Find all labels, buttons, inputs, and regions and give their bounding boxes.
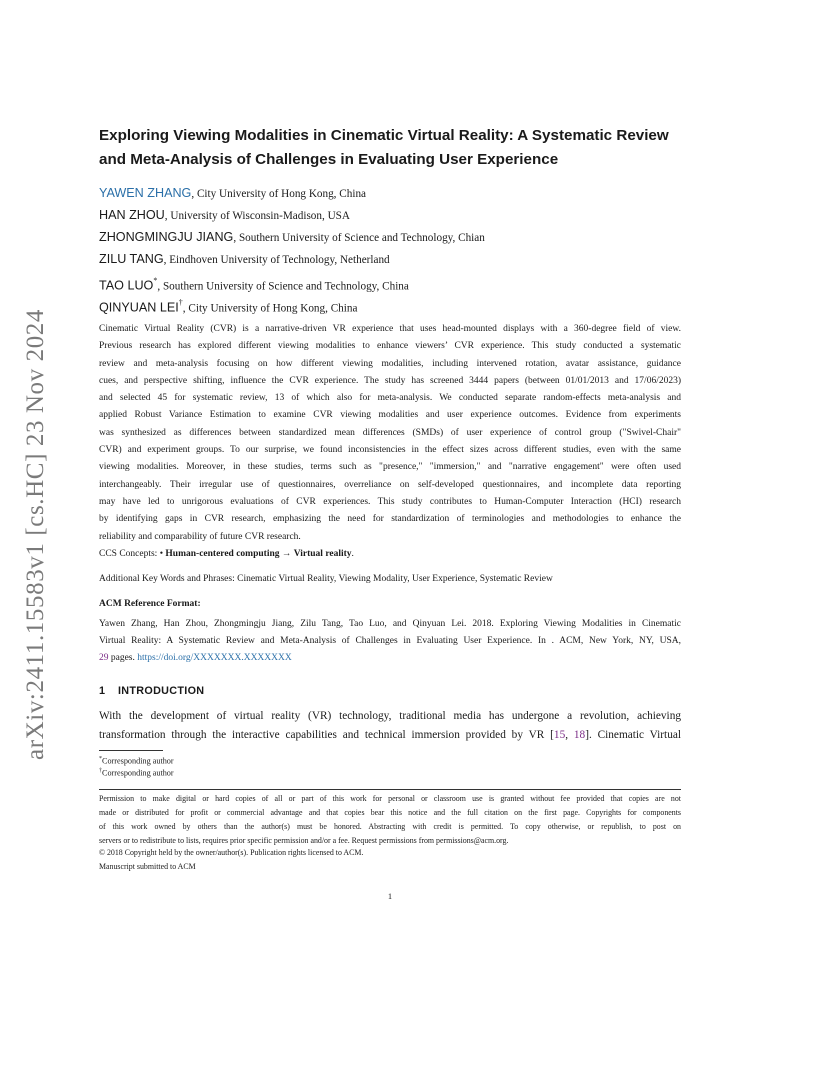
abstract-line: applied Robust Variance Estimation to examine CVR viewing modalities and user experience outcomes. Evidence from experiments <box>99 410 681 421</box>
intro-line: With the development of virtual reality (VR) technology, traditional media has undergone a revolution, achieving <box>99 710 681 722</box>
author-entry <box>99 182 681 204</box>
citation-link[interactable]: 15 <box>553 729 566 741</box>
intro-paragraph <box>99 707 681 745</box>
author-affiliation: , University of Wisconsin-Madison, USA <box>164 210 350 222</box>
arxiv-stamp: arXiv:2411.15583v1 [cs.HC] 23 Nov 2024 <box>22 309 49 760</box>
abstract-line: CVR) and experiment groups. To our surprise, we found inconsistencies in the effect sizes across different studies, even with the same <box>99 445 681 456</box>
page-count-text: pages. <box>108 653 138 663</box>
section-number: 1 <box>99 685 106 697</box>
title-line: Exploring Viewing Modalities in Cinematic Virtual Reality: A Systematic Review <box>99 127 669 144</box>
author-name: TAO LUO <box>99 278 154 293</box>
acm-reference-line: Yawen Zhang, Han Zhou, Zhongmingju Jiang, Zilu Tang, Tao Luo, and Qinyuan Lei. 2018. Exploring Viewing Modalities in Cinematic <box>99 619 681 629</box>
permission-line: of this work owned by others than the author(s) must be honored. Abstracting with credit is permitted. To copy otherwise, or republish, to post on <box>99 822 681 831</box>
ccs-prefix: CCS Concepts: • <box>99 549 166 559</box>
author-affiliation: , City University of Hong Kong, China <box>182 302 358 315</box>
ccs-suffix: . <box>351 549 354 559</box>
footnote <box>99 756 174 766</box>
permission-line: Permission to make digital or hard copies of all or part of this work for personal or classroom use is granted without fee provided that copies are not <box>99 794 681 803</box>
intro-line <box>99 726 681 745</box>
author-entry <box>99 248 681 270</box>
abstract-line: reliability and comparability of future CVR research. <box>99 531 301 542</box>
paper-title <box>99 124 689 172</box>
citation-separator: , <box>565 729 574 741</box>
abstract-line: and selected 45 for systematic review, 13 of which also for meta-analysis. We conducted separate random-effects meta-analysis and <box>99 393 681 404</box>
abstract-line: cues, and perspective shifting, influence the CVR experience. The study has screened 3444 papers (between 01/01/2013 and 17/06/2023) <box>99 375 681 386</box>
footnote-text: Corresponding author <box>102 756 174 766</box>
author-footnote-mark[interactable]: * <box>153 276 158 285</box>
keywords: Additional Key Words and Phrases: Cinematic Virtual Reality, Viewing Modality, User Experience, Systematic Review <box>99 574 553 584</box>
ccs-concepts <box>99 549 354 559</box>
author-affiliation: , Eindhoven University of Technology, Netherland <box>163 254 390 266</box>
manuscript-line: Manuscript submitted to ACM <box>99 862 196 871</box>
ccs-sub-concept: Virtual reality <box>293 549 352 559</box>
intro-text: ]. Cinematic Virtual <box>585 729 681 741</box>
copyright-line: © 2018 Copyright held by the owner/author(s). Publication rights licensed to ACM. <box>99 848 364 857</box>
abstract <box>99 321 681 546</box>
abstract-line: by identifying gaps in CVR research, emphasizing the need for standardization of terminologies and methodologies to enhance the <box>99 514 681 525</box>
footnote <box>99 768 174 778</box>
abstract-line: Cinematic Virtual Reality (CVR) is a narrative-driven VR experience that uses head-mounted displays with a 360-degree field of view. <box>99 324 681 334</box>
abstract-line: review and meta-analysis focusing on how different viewing modalities, including intervened rotation, avatar assistance, guidance <box>99 358 681 369</box>
author-entry <box>99 270 681 292</box>
author-affiliation: , Southern University of Science and Technology, Chian <box>233 232 485 244</box>
author-name: QINYUAN LEI <box>99 300 179 315</box>
permission-line: made or distributed for profit or commercial advantage and that copies bear this notice and the full citation on the first page. Copyrights for components <box>99 808 681 817</box>
acm-reference <box>99 616 681 667</box>
ccs-concept: Human-centered computing <box>165 549 280 559</box>
page-count-link[interactable]: 29 <box>99 653 109 663</box>
author-name: ZILU TANG <box>99 252 164 266</box>
section-heading <box>99 685 204 697</box>
section-title: INTRODUCTION <box>118 685 205 697</box>
permission-rule <box>99 789 681 790</box>
author-name: ZHONGMINGJU JIANG <box>99 230 234 244</box>
intro-text: transformation through the interactive capabilities and technical immersion provided by VR [ <box>99 729 554 741</box>
author-affiliation: , Southern University of Science and Technology, China <box>157 280 409 293</box>
author-affiliation: , City University of Hong Kong, China <box>191 188 367 200</box>
footnote-mark: * <box>99 756 102 762</box>
page-number: 1 <box>387 891 393 901</box>
permission-line: servers or to redistribute to lists, requires prior specific permission and/or a fee. Request permissions from permissions@acm.org. <box>99 836 509 845</box>
title-line: and Meta-Analysis of Challenges in Evaluating User Experience <box>99 151 559 168</box>
acm-reference-line: Virtual Reality: A Systematic Review and Meta-Analysis of Challenges in Evaluating User Experience. In . ACM, New York, NY, USA, <box>99 636 681 646</box>
author-entry <box>99 204 681 226</box>
author-list <box>99 182 681 314</box>
abstract-line: interchangeably. Their irregular use of questionnaires, overreliance on self-developed questionnaires, and incomplete data reporting <box>99 479 681 490</box>
abstract-line: viewing modalities. Moreover, in these studies, terms such as "presence," "immersion," and "narrative engagement" were often used <box>99 462 681 473</box>
acm-reference-line <box>99 650 681 667</box>
footnote-rule <box>99 750 163 751</box>
abstract-line: may have led to unrigorous evaluations of CVR experiences. This study contributes to Human-Computer Interaction (HCI) research <box>99 496 681 507</box>
abstract-line: Previous research has explored different viewing modalities to enhance viewers’ CVR experience. This study conducted a systematic <box>99 341 681 352</box>
doi-link[interactable]: https://doi.org/XXXXXXX.XXXXXXX <box>137 653 292 663</box>
permission-notice <box>99 792 681 848</box>
footnote-text: Corresponding author <box>102 768 174 778</box>
ccs-arrow: → <box>279 549 294 559</box>
author-name: HAN ZHOU <box>99 208 165 222</box>
abstract-line: was synthesized as differences between standardized mean differences (SMDs) of user experience of control group ("Swivel-Chair" <box>99 427 681 438</box>
author-footnote-mark[interactable]: † <box>178 298 183 307</box>
author-entry <box>99 292 681 314</box>
citation-link[interactable]: 18 <box>573 729 586 741</box>
acm-reference-heading: ACM Reference Format: <box>99 599 201 609</box>
author-entry <box>99 226 681 248</box>
footnote-mark: † <box>99 768 102 774</box>
author-name-link[interactable]: YAWEN ZHANG <box>99 186 192 200</box>
